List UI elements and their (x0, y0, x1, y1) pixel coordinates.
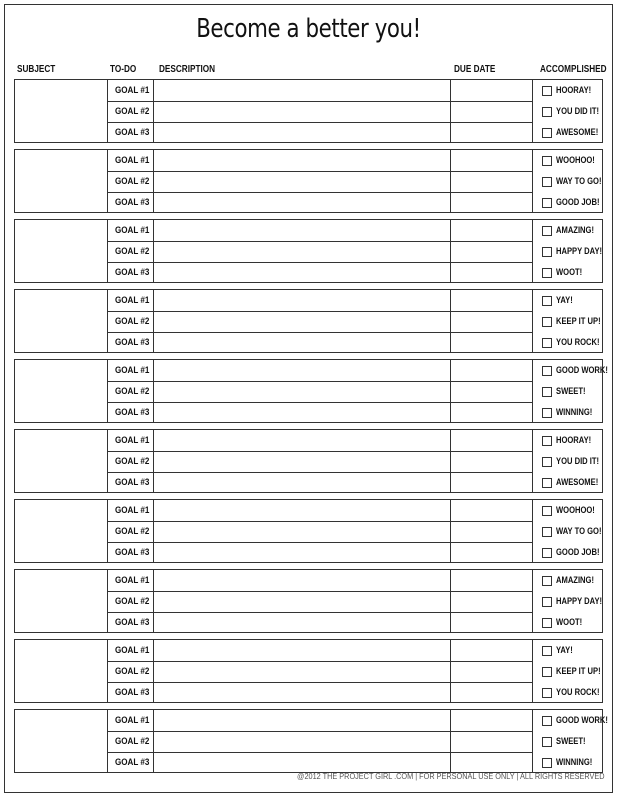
goal-label (107, 332, 153, 353)
description-field[interactable] (154, 710, 449, 730)
goal-block (14, 569, 603, 633)
goal-label-text: GOAL #1 (115, 155, 150, 166)
subject-cell[interactable] (15, 220, 107, 282)
accomplished-label: WOOT! (556, 267, 583, 278)
checkbox[interactable] (542, 366, 552, 376)
accomplished-label: WAY TO GO! (556, 176, 602, 187)
goal-label-text: GOAL #1 (115, 225, 150, 236)
accomplished-label: YOU ROCK! (556, 337, 600, 348)
goal-label (107, 430, 153, 451)
checkbox[interactable] (542, 716, 552, 726)
goal-label (107, 192, 153, 213)
accomplished-label: HAPPY DAY! (556, 596, 603, 607)
column-divider (532, 710, 533, 772)
accomplished-label: YOU ROCK! (556, 687, 600, 698)
goal-label-text: GOAL #2 (115, 176, 150, 187)
goal-label-text: GOAL #2 (115, 526, 150, 537)
header-todo: TO-DO (110, 64, 137, 75)
accomplished-label: GOOD WORK! (556, 365, 608, 376)
accomplished-label: HAPPY DAY! (556, 246, 603, 257)
goal-label (107, 591, 153, 612)
goal-label-text: GOAL #3 (115, 407, 150, 418)
description-field[interactable] (154, 101, 449, 121)
goal-label (107, 402, 153, 423)
accomplished-item[interactable] (542, 731, 593, 752)
goal-label (107, 640, 153, 661)
description-field[interactable] (154, 430, 449, 450)
accomplished-item[interactable] (542, 430, 600, 451)
accomplished-label: GOOD JOB! (556, 197, 600, 208)
accomplished-label: AWESOME! (556, 477, 599, 488)
column-divider (532, 640, 533, 702)
goal-label (107, 150, 153, 171)
due-date-field[interactable] (451, 332, 531, 352)
accomplished-label: AMAZING! (556, 225, 594, 236)
checkbox[interactable] (542, 86, 552, 96)
due-date-field[interactable] (451, 290, 531, 310)
goal-label-text: GOAL #1 (115, 575, 150, 586)
checkbox[interactable] (542, 597, 552, 607)
due-date-field[interactable] (451, 262, 531, 282)
column-divider (532, 570, 533, 632)
goal-block (14, 219, 603, 283)
accomplished-label: KEEP IT UP! (556, 316, 601, 327)
accomplished-item[interactable] (542, 332, 610, 353)
goal-label (107, 262, 153, 283)
checkbox[interactable] (542, 758, 552, 768)
accomplished-item[interactable] (542, 640, 577, 661)
due-date-field[interactable] (451, 710, 531, 730)
due-date-field[interactable] (451, 451, 531, 471)
accomplished-item[interactable] (542, 500, 605, 521)
goal-label (107, 360, 153, 381)
goal-label-text: GOAL #2 (115, 596, 150, 607)
goal-label-text: GOAL #3 (115, 547, 150, 558)
goal-block (14, 149, 603, 213)
accomplished-item[interactable] (542, 710, 617, 731)
description-field[interactable] (154, 220, 449, 240)
goal-label (107, 542, 153, 563)
goal-label (107, 570, 153, 591)
goal-label-text: GOAL #1 (115, 645, 150, 656)
checkbox[interactable] (542, 247, 552, 257)
goal-block (14, 429, 603, 493)
accomplished-label: GOOD WORK! (556, 715, 608, 726)
goal-label (107, 731, 153, 752)
goal-label-text: GOAL #2 (115, 246, 150, 257)
accomplished-label: YOU DID IT! (556, 106, 600, 117)
due-date-field[interactable] (451, 752, 531, 772)
goal-label (107, 472, 153, 493)
accomplished-item[interactable] (542, 612, 589, 633)
header-due-date: DUE DATE (454, 64, 496, 75)
goal-label (107, 612, 153, 633)
goal-label-text: GOAL #1 (115, 85, 150, 96)
column-divider (532, 80, 533, 142)
goal-label (107, 521, 153, 542)
column-divider (532, 360, 533, 422)
checkbox[interactable] (542, 156, 552, 166)
description-field[interactable] (154, 640, 449, 660)
goal-label (107, 290, 153, 311)
description-field[interactable] (154, 262, 449, 282)
description-field[interactable] (154, 612, 449, 632)
accomplished-item[interactable] (542, 402, 601, 423)
description-field[interactable] (154, 752, 449, 772)
goal-label-text: GOAL #2 (115, 736, 150, 747)
subject-cell[interactable] (15, 80, 107, 142)
accomplished-item[interactable] (542, 80, 600, 101)
accomplished-item[interactable] (542, 451, 610, 472)
goal-label-text: GOAL #1 (115, 435, 150, 446)
goal-label (107, 381, 153, 402)
checkbox[interactable] (542, 548, 552, 558)
header-description: DESCRIPTION (159, 64, 216, 75)
accomplished-label: HOORAY! (556, 435, 592, 446)
description-field[interactable] (154, 570, 449, 590)
goal-label-text: GOAL #3 (115, 617, 150, 628)
due-date-field[interactable] (451, 640, 531, 660)
subject-cell[interactable] (15, 360, 107, 422)
checkbox[interactable] (542, 527, 552, 537)
checkbox[interactable] (542, 296, 552, 306)
due-date-field[interactable] (451, 171, 531, 191)
goal-label (107, 710, 153, 731)
accomplished-label: WINNING! (556, 757, 593, 768)
goal-label (107, 500, 153, 521)
goal-label (107, 682, 153, 703)
due-date-field[interactable] (451, 472, 531, 492)
goal-label-text: GOAL #2 (115, 316, 150, 327)
checkbox[interactable] (542, 177, 552, 187)
description-field[interactable] (154, 661, 449, 681)
accomplished-label: KEEP IT UP! (556, 666, 601, 677)
accomplished-label: YOU DID IT! (556, 456, 600, 467)
accomplished-label: WAY TO GO! (556, 526, 602, 537)
page-title: Become a better you! (196, 14, 421, 44)
column-divider (532, 430, 533, 492)
goal-label-text: GOAL #1 (115, 295, 150, 306)
accomplished-item[interactable] (542, 752, 601, 773)
accomplished-item[interactable] (542, 570, 604, 591)
checkbox[interactable] (542, 646, 552, 656)
due-date-field[interactable] (451, 360, 531, 380)
subject-cell[interactable] (15, 710, 107, 772)
description-field[interactable] (154, 80, 449, 100)
accomplished-label: GOOD JOB! (556, 547, 600, 558)
description-field[interactable] (154, 122, 449, 142)
goal-block (14, 639, 603, 703)
checkbox[interactable] (542, 506, 552, 516)
goal-label-text: GOAL #3 (115, 757, 150, 768)
checkbox[interactable] (542, 226, 552, 236)
due-date-field[interactable] (451, 80, 531, 100)
goal-label-text: GOAL #1 (115, 715, 150, 726)
description-field[interactable] (154, 381, 449, 401)
description-field[interactable] (154, 290, 449, 310)
accomplished-label: AWESOME! (556, 127, 599, 138)
accomplished-item[interactable] (542, 241, 614, 262)
accomplished-item[interactable] (542, 122, 609, 143)
goal-label-text: GOAL #3 (115, 477, 150, 488)
checkbox[interactable] (542, 688, 552, 698)
subject-cell[interactable] (15, 570, 107, 632)
checkbox[interactable] (542, 618, 552, 628)
accomplished-label: SWEET! (556, 386, 586, 397)
due-date-field[interactable] (451, 661, 531, 681)
checkbox[interactable] (542, 338, 552, 348)
goal-label (107, 220, 153, 241)
accomplished-item[interactable] (542, 311, 612, 332)
subject-cell[interactable] (15, 500, 107, 562)
accomplished-label: WOOHOO! (556, 505, 595, 516)
goal-label-text: GOAL #2 (115, 106, 150, 117)
accomplished-item[interactable] (542, 682, 610, 703)
accomplished-item[interactable] (542, 521, 613, 542)
due-date-field[interactable] (451, 381, 531, 401)
checkbox[interactable] (542, 107, 552, 117)
description-field[interactable] (154, 542, 449, 562)
description-field[interactable] (154, 192, 449, 212)
checkbox[interactable] (542, 667, 552, 677)
subject-cell[interactable] (15, 150, 107, 212)
description-field[interactable] (154, 682, 449, 702)
description-field[interactable] (154, 171, 449, 191)
checkbox[interactable] (542, 408, 552, 418)
goal-label (107, 311, 153, 332)
due-date-field[interactable] (451, 521, 531, 541)
accomplished-label: WINNING! (556, 407, 593, 418)
accomplished-item[interactable] (542, 101, 610, 122)
copyright-footer: @2012 THE PROJECT GIRL .COM | FOR PERSONAL USE ONLY | ALL RIGHTS RESERVED (297, 771, 605, 781)
accomplished-item[interactable] (542, 591, 614, 612)
goal-label-text: GOAL #2 (115, 666, 150, 677)
accomplished-label: AMAZING! (556, 575, 594, 586)
due-date-field[interactable] (451, 500, 531, 520)
column-divider (532, 150, 533, 212)
checkbox[interactable] (542, 128, 552, 138)
checkbox[interactable] (542, 436, 552, 446)
accomplished-label: YAY! (556, 645, 573, 656)
goal-label-text: GOAL #2 (115, 386, 150, 397)
header-subject: SUBJECT (17, 64, 56, 75)
header-accomplished: ACCOMPLISHED (540, 64, 607, 75)
accomplished-item[interactable] (542, 381, 593, 402)
accomplished-item[interactable] (542, 360, 617, 381)
accomplished-label: WOOT! (556, 617, 583, 628)
goal-label (107, 122, 153, 143)
due-date-field[interactable] (451, 430, 531, 450)
goal-label-text: GOAL #1 (115, 505, 150, 516)
accomplished-label: WOOHOO! (556, 155, 595, 166)
checkbox[interactable] (542, 387, 552, 397)
description-field[interactable] (154, 150, 449, 170)
subject-cell[interactable] (15, 430, 107, 492)
description-field[interactable] (154, 332, 449, 352)
checkbox[interactable] (542, 737, 552, 747)
goal-block (14, 359, 608, 423)
due-date-field[interactable] (451, 241, 531, 261)
description-field[interactable] (154, 241, 449, 261)
goal-label (107, 80, 153, 101)
accomplished-item[interactable] (542, 290, 577, 311)
description-field[interactable] (154, 360, 449, 380)
subject-cell[interactable] (15, 640, 107, 702)
column-divider (532, 290, 533, 352)
accomplished-item[interactable] (542, 171, 613, 192)
description-field[interactable] (154, 591, 449, 611)
description-field[interactable] (154, 731, 449, 751)
goal-block (14, 709, 608, 773)
goal-label-text: GOAL #3 (115, 127, 150, 138)
goal-label-text: GOAL #2 (115, 456, 150, 467)
accomplished-item[interactable] (542, 542, 610, 563)
goal-block (14, 289, 603, 353)
due-date-field[interactable] (451, 220, 531, 240)
goal-label-text: GOAL #1 (115, 365, 150, 376)
checkbox[interactable] (542, 457, 552, 467)
due-date-field[interactable] (451, 612, 531, 632)
goal-label (107, 241, 153, 262)
column-divider (532, 500, 533, 562)
goal-label-text: GOAL #3 (115, 687, 150, 698)
due-date-field[interactable] (451, 192, 531, 212)
description-field[interactable] (154, 521, 449, 541)
due-date-field[interactable] (451, 150, 531, 170)
column-divider (532, 220, 533, 282)
accomplished-item[interactable] (542, 262, 589, 283)
accomplished-item[interactable] (542, 472, 609, 493)
due-date-field[interactable] (451, 682, 531, 702)
accomplished-label: HOORAY! (556, 85, 592, 96)
description-field[interactable] (154, 500, 449, 520)
checkbox[interactable] (542, 478, 552, 488)
goal-label-text: GOAL #3 (115, 267, 150, 278)
description-field[interactable] (154, 472, 449, 492)
goal-label-text: GOAL #3 (115, 197, 150, 208)
goal-label (107, 451, 153, 472)
accomplished-item[interactable] (542, 192, 610, 213)
goal-block (14, 499, 603, 563)
due-date-field[interactable] (451, 101, 531, 121)
goal-label (107, 752, 153, 773)
checkbox[interactable] (542, 198, 552, 208)
subject-cell[interactable] (15, 290, 107, 352)
goal-label (107, 171, 153, 192)
checkbox[interactable] (542, 317, 552, 327)
description-field[interactable] (154, 311, 449, 331)
description-field[interactable] (154, 451, 449, 471)
accomplished-item[interactable] (542, 150, 605, 171)
due-date-field[interactable] (451, 542, 531, 562)
due-date-field[interactable] (451, 122, 531, 142)
due-date-field[interactable] (451, 311, 531, 331)
checkbox[interactable] (542, 268, 552, 278)
due-date-field[interactable] (451, 402, 531, 422)
accomplished-item[interactable] (542, 220, 604, 241)
due-date-field[interactable] (451, 731, 531, 751)
accomplished-label: YAY! (556, 295, 573, 306)
accomplished-label: SWEET! (556, 736, 586, 747)
goal-block (14, 79, 603, 143)
due-date-field[interactable] (451, 591, 531, 611)
goal-label (107, 101, 153, 122)
goal-label-text: GOAL #3 (115, 337, 150, 348)
goal-label (107, 661, 153, 682)
accomplished-item[interactable] (542, 661, 612, 682)
due-date-field[interactable] (451, 570, 531, 590)
description-field[interactable] (154, 402, 449, 422)
checkbox[interactable] (542, 576, 552, 586)
